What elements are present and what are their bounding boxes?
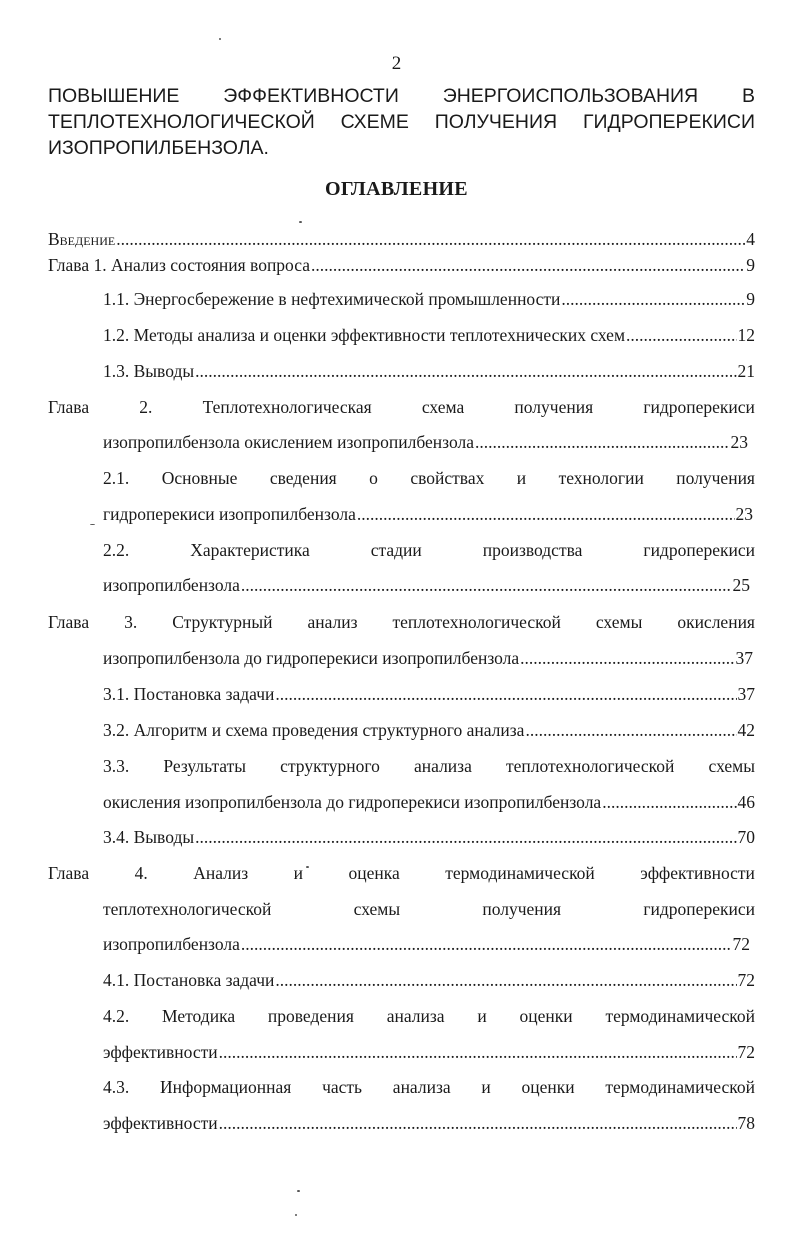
scan-speck: [299, 221, 302, 223]
toc-word: получения: [482, 899, 562, 919]
toc-word: Информационная: [160, 1077, 292, 1097]
toc-word: и: [516, 468, 527, 488]
scan-speck: [90, 524, 95, 525]
toc-word: термодинамической: [445, 863, 595, 883]
toc-entry-label: изопропилбензола: [103, 575, 240, 595]
toc-entry-label: эффективности: [103, 1042, 218, 1062]
toc-entry-section-1-2: [103, 324, 755, 346]
toc-word: свойствах: [410, 468, 485, 488]
document-title: ПОВЫШЕНИЕ ЭФФЕКТИВНОСТИ ЭНЕРГОИСПОЛЬЗОВАНИЯ В ТЕПЛОТЕХНОЛОГИЧЕСКОЙ СХЕМЕ ПОЛУЧЕНИЯ ГИДРОПЕРЕКИСИ ИЗОПРОПИЛБЕНЗОЛА.: [48, 85, 755, 159]
toc-entry-page: 9: [746, 255, 755, 275]
toc-entry-page: 72: [737, 970, 755, 990]
toc-entry-page: 37: [737, 684, 755, 704]
toc-entry-label: изопропилбензола окислением изопропилбензола: [103, 432, 474, 452]
toc-entry-section-3-3-line-2: [103, 791, 755, 813]
toc-entry-page: 23: [730, 432, 748, 452]
toc-word: Методика: [162, 1006, 236, 1026]
toc-entry-label: 3.2. Алгоритм и схема проведения структурного анализа: [103, 720, 525, 740]
toc-entry-section-2-2-line-2: [103, 574, 750, 596]
toc-entry-page: 72: [737, 1042, 755, 1062]
toc-word: гидроперекиси: [643, 540, 755, 560]
toc-word: оценки: [519, 1006, 573, 1026]
dot-leader: [241, 574, 732, 596]
dot-leader: [311, 254, 745, 276]
dot-leader: [475, 431, 730, 453]
toc-word: теплотехнологической: [506, 756, 675, 776]
toc-entry-chapter-2-line-1: [48, 396, 755, 418]
toc-entry-section-2-1-line-1: [103, 467, 755, 489]
toc-word: анализ: [307, 612, 358, 632]
toc-word: теплотехнологической: [392, 612, 561, 632]
toc-entry-label: изопропилбензола до гидроперекиси изопропилбензола: [103, 648, 520, 668]
toc-word: сведения: [269, 468, 337, 488]
toc-word: 2.2.: [103, 540, 130, 560]
scan-speck: [297, 1190, 300, 1192]
toc-word: Структурный: [172, 612, 273, 632]
toc-entry-label: эффективности: [103, 1113, 218, 1133]
toc-word: 3.: [124, 612, 138, 632]
toc-heading: ОГЛАВЛЕНИЕ: [325, 178, 468, 200]
toc-word: теплотехнологической: [103, 899, 272, 919]
toc-word: оценка: [348, 863, 400, 883]
toc-word: 4.2.: [103, 1006, 130, 1026]
toc-entry-section-4-2-line-2: [103, 1041, 755, 1063]
toc-entry-section-4-2-line-1: [103, 1005, 755, 1027]
toc-entry-page: 72: [732, 934, 750, 954]
toc-word: стадии: [370, 540, 422, 560]
toc-word: 2.: [139, 397, 153, 417]
dot-leader: [275, 683, 736, 705]
toc-entry-page: 21: [737, 361, 755, 381]
toc-entry-chapter-1: [48, 254, 755, 276]
toc-entry-section-4-3-line-2: [103, 1112, 755, 1134]
toc-entry-label: Глава 1. Анализ состояния вопроса: [48, 255, 310, 275]
scan-speck: [219, 38, 221, 40]
toc-word: и: [477, 1006, 487, 1026]
dot-leader: [241, 933, 732, 955]
dot-leader: [561, 288, 745, 310]
toc-entry-page: 12: [737, 325, 755, 345]
toc-entry-label: изопропилбензола: [103, 934, 240, 954]
toc-word: схемы: [353, 899, 401, 919]
toc-word: структурного: [280, 756, 380, 776]
toc-entry-page: 42: [737, 720, 755, 740]
toc-word: гидроперекиси: [643, 397, 755, 417]
toc-entry-section-4-3-line-1: [103, 1076, 755, 1098]
scan-speck: [295, 1214, 297, 1216]
toc-entry-label: окисления изопропилбензола до гидроперекиси изопропилбензола: [103, 792, 602, 812]
toc-entry-section-4-1: [103, 969, 755, 991]
toc-word: Глава: [48, 612, 90, 632]
toc-entry-label: 4.1. Постановка задачи: [103, 970, 275, 990]
toc-word: производства: [482, 540, 583, 560]
toc-word: и: [481, 1077, 491, 1097]
scan-speck: [306, 866, 309, 868]
dot-leader: [195, 826, 736, 848]
toc-entry-page: 4: [746, 229, 755, 249]
dot-leader: [525, 719, 736, 741]
toc-entry-label: гидроперекиси изопропилбензола: [103, 504, 356, 524]
dot-leader: [357, 503, 735, 525]
toc-word: и: [293, 863, 303, 883]
toc-word: Теплотехнологическая: [202, 397, 372, 417]
toc-entry-chapter-2-line-2: [103, 431, 748, 453]
toc-entry-label: Введение: [48, 229, 116, 249]
toc-word: Анализ: [193, 863, 249, 883]
toc-word: схема: [421, 397, 465, 417]
toc-entry-page: 78: [737, 1113, 755, 1133]
toc-word: Глава: [48, 863, 90, 883]
dot-leader: [520, 647, 734, 669]
toc-word: гидроперекиси: [643, 899, 755, 919]
dot-leader: [275, 969, 736, 991]
toc-entry-label: 1.1. Энергосбережение в нефтехимической промышленности: [103, 289, 561, 309]
toc-word: Характеристика: [190, 540, 310, 560]
toc-entry-chapter-4-line-2: [103, 898, 755, 920]
dot-leader: [219, 1041, 737, 1063]
toc-entry-section-2-1-line-2: [103, 503, 753, 525]
toc-entry-chapter-4-line-1: [48, 862, 755, 884]
toc-word: часть: [322, 1077, 363, 1097]
toc-word: анализа: [386, 1006, 445, 1026]
toc-entry-section-3-1: [103, 683, 755, 705]
toc-entry-page: 70: [737, 827, 755, 847]
toc-entry-page: 46: [737, 792, 755, 812]
toc-entry-section-2-2-line-1: [103, 539, 755, 561]
toc-word: термодинамической: [605, 1006, 755, 1026]
dot-leader: [602, 791, 736, 813]
toc-entry-label: 1.3. Выводы: [103, 361, 195, 381]
toc-entry-section-3-2: [103, 719, 755, 741]
toc-word: схемы: [595, 612, 643, 632]
toc-entry-section-3-4: [103, 826, 755, 848]
toc-word: оценки: [521, 1077, 575, 1097]
toc-word: 3.3.: [103, 756, 130, 776]
dot-leader: [195, 360, 736, 382]
toc-entry-label: 1.2. Методы анализа и оценки эффективности теплотехнических схем: [103, 325, 626, 345]
toc-entry-page: 25: [732, 575, 750, 595]
toc-word: анализа: [414, 756, 472, 776]
toc-entry-chapter-4-line-3: [103, 933, 750, 955]
dot-leader: [626, 324, 736, 346]
toc-entry-introduction: [48, 228, 755, 250]
toc-entry-label: 3.1. Постановка задачи: [103, 684, 275, 704]
toc-entry-section-1-1: [103, 288, 755, 310]
toc-entry-page: 23: [735, 504, 753, 524]
toc-word: окисления: [677, 612, 755, 632]
toc-word: получения: [514, 397, 594, 417]
page-number: 2: [391, 53, 402, 74]
toc-entry-section-3-3-line-1: [103, 755, 755, 777]
toc-entry-chapter-3-line-2: [103, 647, 753, 669]
toc-word: 4.3.: [103, 1077, 130, 1097]
toc-entry-page: 9: [746, 289, 755, 309]
toc-word: Результаты: [163, 756, 247, 776]
toc-entry-page: 37: [735, 648, 753, 668]
toc-word: проведения: [267, 1006, 354, 1026]
toc-word: Основные: [161, 468, 238, 488]
toc-word: схемы: [708, 756, 755, 776]
toc-entry-section-1-3: [103, 360, 755, 382]
toc-word: 4.: [134, 863, 148, 883]
toc-word: анализа: [392, 1077, 451, 1097]
toc-entry-label: 3.4. Выводы: [103, 827, 195, 847]
toc-word: о: [369, 468, 378, 488]
dot-leader: [219, 1112, 737, 1134]
toc-word: термодинамической: [605, 1077, 755, 1097]
toc-word: технологии: [558, 468, 644, 488]
toc-word: 2.1.: [103, 468, 130, 488]
dot-leader: [116, 228, 745, 250]
toc-word: эффективности: [640, 863, 755, 883]
toc-word: получения: [676, 468, 755, 488]
toc-entry-chapter-3-line-1: [48, 611, 755, 633]
toc-word: Глава: [48, 397, 90, 417]
